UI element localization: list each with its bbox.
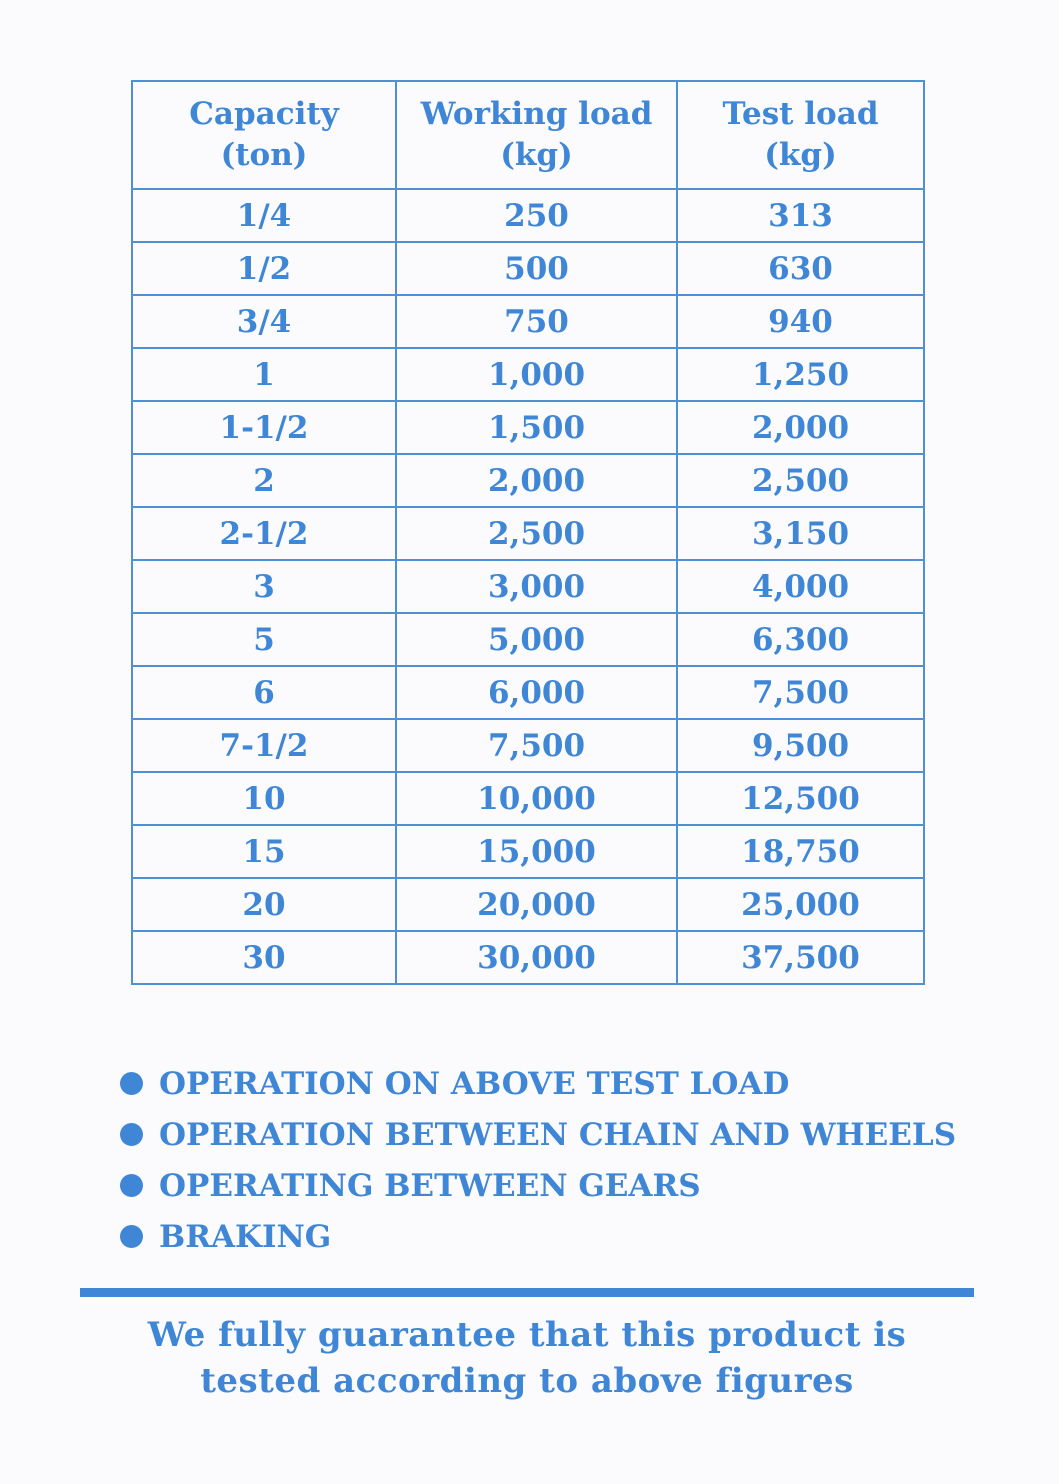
capacity-cell: 1/2	[132, 242, 396, 295]
test-load-cell: 6,300	[677, 613, 924, 666]
table-row	[132, 454, 924, 507]
bullet-dot-icon	[120, 1123, 143, 1146]
table-body	[132, 189, 924, 984]
divider-rule	[80, 1288, 974, 1297]
test-load-cell: 18,750	[677, 825, 924, 878]
bullet-item	[120, 1058, 956, 1109]
bullet-text: OPERATION ON ABOVE TEST LOAD	[159, 1065, 790, 1102]
working-load-cell: 7,500	[396, 719, 677, 772]
table-row	[132, 825, 924, 878]
capacity-cell: 15	[132, 825, 396, 878]
capacity-cell: 10	[132, 772, 396, 825]
capacity-cell: 3	[132, 560, 396, 613]
bullet-text: OPERATING BETWEEN GEARS	[159, 1167, 701, 1204]
table-row	[132, 560, 924, 613]
table-row	[132, 507, 924, 560]
table-row	[132, 719, 924, 772]
header-capacity-unit: (ton)	[220, 137, 308, 173]
bullet-dot-icon	[120, 1225, 143, 1248]
bullet-item	[120, 1160, 956, 1211]
header-capacity-label: Capacity	[189, 96, 339, 132]
capacity-cell: 1-1/2	[132, 401, 396, 454]
bullet-dot-icon	[120, 1072, 143, 1095]
table-row	[132, 242, 924, 295]
working-load-cell: 750	[396, 295, 677, 348]
capacity-cell: 7-1/2	[132, 719, 396, 772]
table-row	[132, 295, 924, 348]
bullet-item	[120, 1109, 956, 1160]
test-load-cell: 2,000	[677, 401, 924, 454]
guarantee-statement	[80, 1312, 974, 1404]
working-load-cell: 500	[396, 242, 677, 295]
test-load-cell: 313	[677, 189, 924, 242]
test-load-cell: 37,500	[677, 931, 924, 984]
working-load-cell: 250	[396, 189, 677, 242]
test-load-cell: 1,250	[677, 348, 924, 401]
working-load-cell: 20,000	[396, 878, 677, 931]
test-load-cell: 630	[677, 242, 924, 295]
capacity-cell: 1/4	[132, 189, 396, 242]
capacity-cell: 6	[132, 666, 396, 719]
working-load-cell: 10,000	[396, 772, 677, 825]
table-header-row	[132, 81, 924, 189]
table-row	[132, 931, 924, 984]
test-load-cell: 7,500	[677, 666, 924, 719]
test-load-cell: 940	[677, 295, 924, 348]
table-row	[132, 613, 924, 666]
table-row	[132, 189, 924, 242]
bullet-item	[120, 1211, 956, 1262]
capacity-cell: 2-1/2	[132, 507, 396, 560]
capacity-cell: 3/4	[132, 295, 396, 348]
test-load-cell: 4,000	[677, 560, 924, 613]
guarantee-line-2: tested according to above figures	[200, 1361, 854, 1401]
capacity-cell: 2	[132, 454, 396, 507]
test-load-cell: 25,000	[677, 878, 924, 931]
table-row	[132, 348, 924, 401]
bullet-dot-icon	[120, 1174, 143, 1197]
working-load-cell: 15,000	[396, 825, 677, 878]
header-working-load	[396, 81, 677, 189]
working-load-cell: 6,000	[396, 666, 677, 719]
test-operations-list	[120, 1058, 956, 1262]
capacity-cell: 1	[132, 348, 396, 401]
capacity-cell: 30	[132, 931, 396, 984]
header-working-load-label: Working load	[420, 96, 653, 132]
working-load-cell: 1,500	[396, 401, 677, 454]
test-load-cell: 9,500	[677, 719, 924, 772]
table-row	[132, 878, 924, 931]
working-load-cell: 2,500	[396, 507, 677, 560]
table-row	[132, 666, 924, 719]
working-load-cell: 5,000	[396, 613, 677, 666]
test-load-cell: 3,150	[677, 507, 924, 560]
bullet-text: BRAKING	[159, 1218, 332, 1255]
capacity-cell: 5	[132, 613, 396, 666]
working-load-cell: 30,000	[396, 931, 677, 984]
header-working-load-unit: (kg)	[500, 137, 573, 173]
load-table	[131, 80, 925, 985]
header-test-load-unit: (kg)	[764, 137, 837, 173]
table-row	[132, 401, 924, 454]
test-load-cell: 2,500	[677, 454, 924, 507]
guarantee-line-1: We fully guarantee that this product is	[147, 1315, 907, 1355]
header-test-load	[677, 81, 924, 189]
working-load-cell: 1,000	[396, 348, 677, 401]
bullet-text: OPERATION BETWEEN CHAIN AND WHEELS	[159, 1116, 957, 1153]
test-load-cell: 12,500	[677, 772, 924, 825]
working-load-cell: 2,000	[396, 454, 677, 507]
capacity-cell: 20	[132, 878, 396, 931]
working-load-cell: 3,000	[396, 560, 677, 613]
header-test-load-label: Test load	[722, 96, 879, 132]
header-capacity	[132, 81, 396, 189]
table-row	[132, 772, 924, 825]
